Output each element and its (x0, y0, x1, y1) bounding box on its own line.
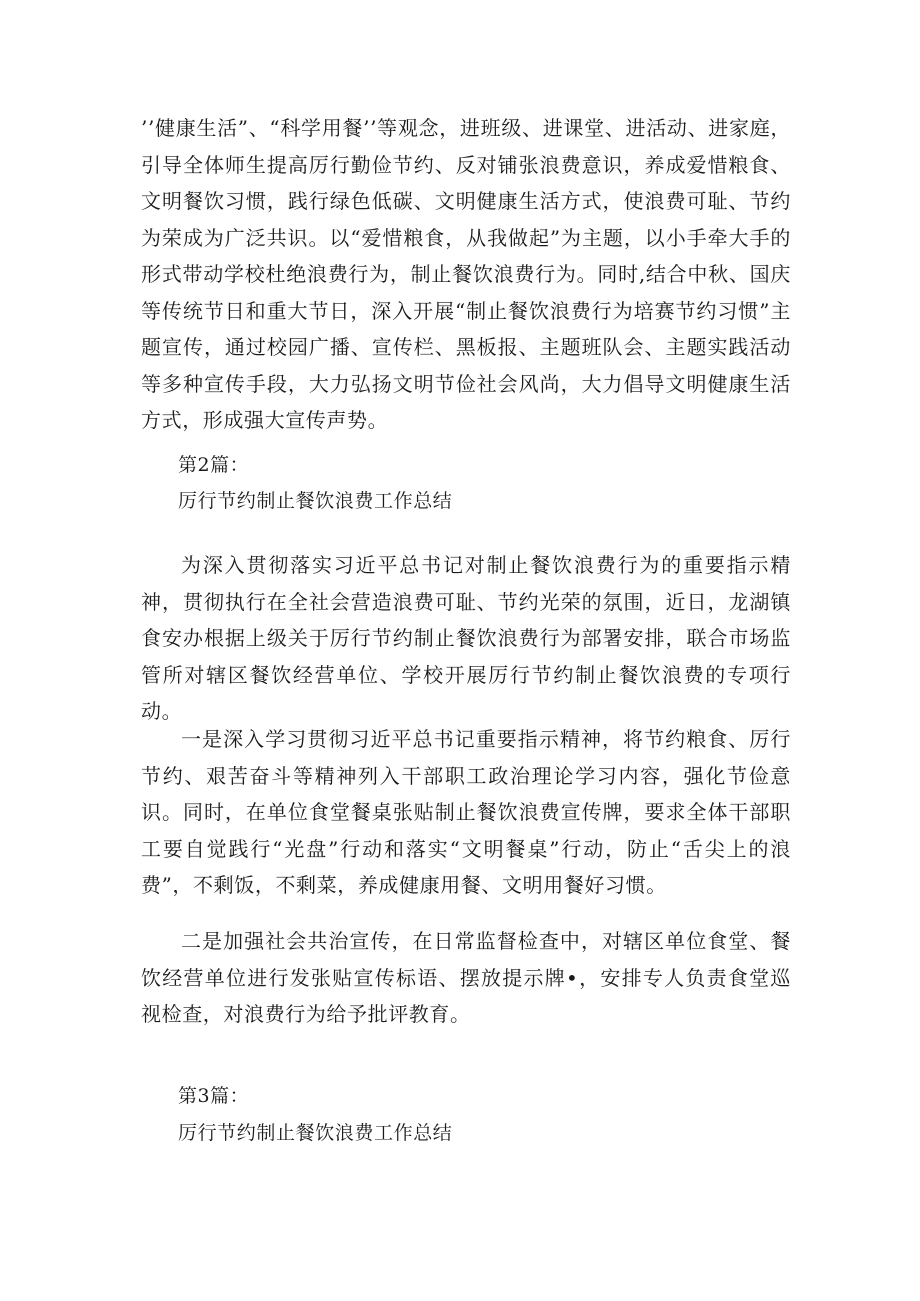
section-2-paragraph-3: 二是加强社会共治宣传，在日常监督检查中，对辖区单位食堂、餐饮经营单位进行发张贴宣传标语、摆放提示牌•，安排专人负责食堂巡视检查，对浪费行为给予批评教育。 (141, 929, 791, 1026)
section-2-heading: 第2篇： (178, 454, 250, 476)
section-3-heading: 第3篇： (178, 1085, 250, 1107)
intro-paragraph: ’’健康生活”、“科学用餐’’等观念，进班级、进课堂、进活动、进家庭，引导全体师生提高厉行勤俭节约、反对铺张浪费意识，养成爱惜粮食、文明餐饮习惯，践行绿色低碳、文明健康生活方式，使浪费可耻、节约为荣成为广泛共识。以“爱惜粮食，从我做起”为主题，以小手牵大手的形式带动学校杜绝浪费行为，制止餐饮浪费行为。同时,结合中秋、国庆等传统节日和重大节日，深入开展“制止餐饮浪费行为培赛节约习惯”主题宣传，通过校园广播、宣传栏、黑板报、主题班队会、主题实践活动等多种宣传手段，大力弘扬文明节俭社会风尚，大力倡导文明健康生活方式，形成强大宣传声势。 (141, 116, 791, 432)
section-3-title: 厉行节约制止餐饮浪费工作总结 (178, 1122, 453, 1144)
section-2-title: 厉行节约制止餐饮浪费工作总结 (178, 490, 453, 512)
section-2-paragraph-2: 一是深入学习贯彻习近平总书记重要指示精神，将节约粮食、厉行节约、艰苦奋斗等精神列入干部职工政治理论学习内容，强化节俭意识。同时，在单位食堂餐桌张贴制止餐饮浪费宣传牌，要求全体干部职工要自觉践行“光盘”行动和落实“文明餐桌”行动，防止“舌尖上的浪费”，不剩饭，不剩菜，养成健康用餐、文明用餐好习惯。 (141, 727, 791, 897)
section-2-paragraph-1: 为深入贯彻落实习近平总书记对制止餐饮浪费行为的重要指示精神，贯彻执行在全社会营造浪费可耻、节约光荣的氛围，近日，龙湖镇食安办根据上级关于厉行节约制止餐饮浪费行为部署安排，联合市场监管所对辖区餐饮经营单位、学校开展厉行节约制止餐饮浪费的专项行动。 (141, 553, 791, 723)
